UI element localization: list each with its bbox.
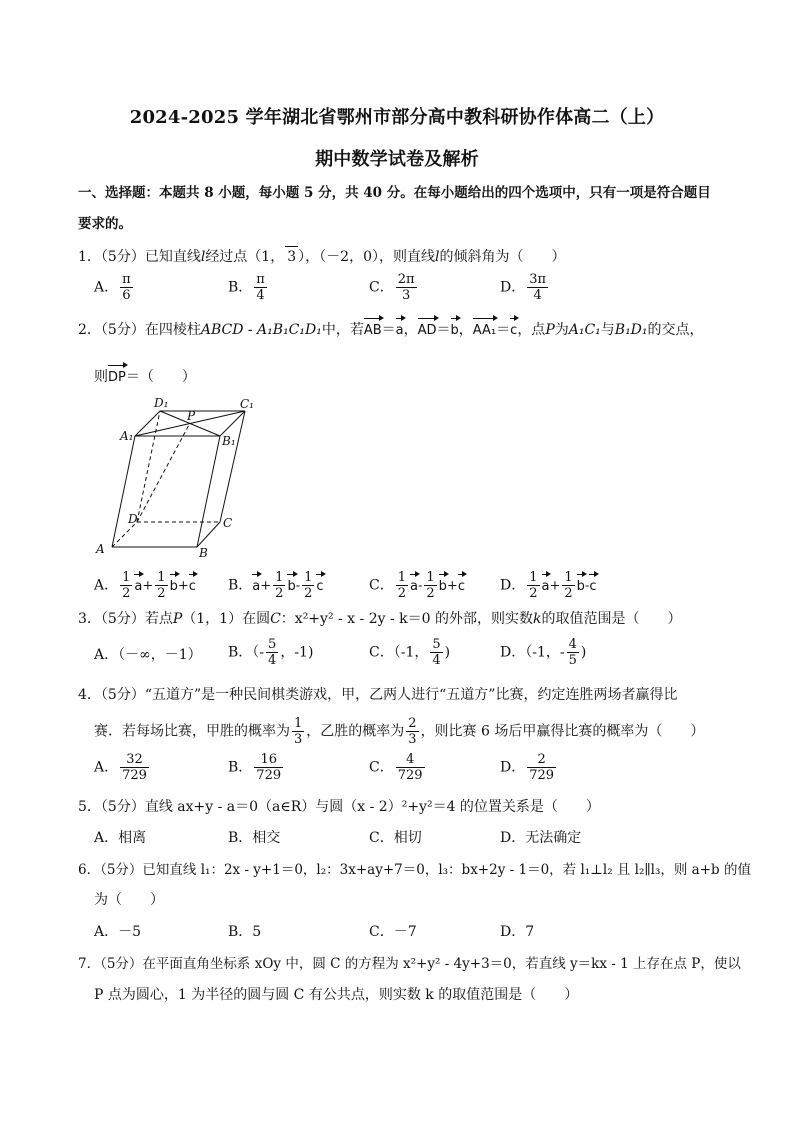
vector-c: c (589, 577, 596, 597)
vector-b: b (439, 577, 447, 597)
q6-option-b: B．5 (228, 924, 262, 940)
q1-option-c: C． $\frac{2\pi}{3}$ (369, 272, 415, 303)
label-a: A (96, 542, 105, 556)
sqrt-3: 3 (285, 246, 298, 267)
edge-dd1 (137, 411, 160, 522)
label-p: P (187, 409, 196, 423)
edge-bc (197, 522, 220, 547)
operator: + (260, 578, 272, 594)
q6-option-a: A．－5 (94, 924, 142, 940)
q3-option-d: D．（-1，- $\frac{4}{5}$ ) (500, 637, 587, 668)
q4-option-b: B． $\frac{16}{729}$ (228, 752, 282, 783)
operator: - (417, 578, 423, 594)
vector-a: a (134, 577, 142, 597)
question-7-stem-line1: 7．（5分）在平面直角坐标系 xOy 中，圆 C 的方程为 x²+y² - 4y+3＝0，若直线 y＝kx - 1 上存在点 P，使以 (78, 956, 741, 972)
q5-option-d: D．无法确定 (500, 830, 582, 846)
q4-option-d: D． $\frac{2}{729}$ (500, 752, 555, 783)
label-d: D (128, 512, 138, 526)
vector-a: a (542, 577, 550, 597)
vector-a: a (410, 577, 418, 597)
q6-option-d: D．7 (500, 924, 535, 940)
question-7-stem-line2: P 点为圆心，1 为半径的圆与圆 C 有公共点，则实数 k 的取值范围是（ ） (94, 987, 579, 1003)
q6-option-c: C．－7 (369, 924, 417, 940)
coefficient-fraction: $\frac{1}{2}$ (564, 570, 573, 601)
q2-option-a: A． $\frac{1}{2}$ a+ $\frac{1}{2}$ b+c (94, 570, 196, 601)
edge-c1c (220, 411, 245, 522)
coefficient-fraction: $\frac{1}{2}$ (426, 570, 435, 601)
vector-a: a (252, 577, 260, 597)
exam-title-line2: 期中数学试卷及解析 (315, 149, 479, 170)
label-a1: A₁ (120, 429, 134, 443)
label-b1: B₁ (222, 434, 236, 448)
operator: + (142, 578, 154, 594)
vector-c: c (189, 577, 196, 597)
question-6-stem-line1: 6．（5分）已知直线 l₁：2x - y+1＝0，l₂：3x+ay+7＝0，l₃：bx+2y - 1＝0，若 l₁⊥l₂ 且 l₂∥l₃，则 a+b 的值 (78, 862, 751, 878)
question-4-stem-line2: 赛．若每场比赛，甲胜的概率为 $\frac{1}{3}$ ，乙胜的概率为 $\frac{2}{3}$ ，则比赛 6 场后甲赢得比赛的概率为（ ） (94, 716, 705, 747)
q1-option-a: A． $\frac{\pi}{6}$ (94, 272, 131, 303)
section-heading-line1: 一、选择题：本题共 8 小题，每小题 5 分，共 40 分。在每小题给出的四个选项中，只有一项是符合题目 (78, 185, 711, 201)
question-1-stem: 1．（5分）已知直线l经过点（1， 3 ），（－2，0），则直线l的倾斜角为（ ） (78, 246, 565, 267)
question-2-stem-line2: 则DP＝（ ） (94, 367, 196, 388)
edge-a1d1 (135, 411, 160, 436)
q5-option-c: C．相切 (369, 830, 422, 846)
coefficient-fraction: $\frac{1}{2}$ (122, 570, 131, 601)
q3-option-a: A．（－∞，－1） (94, 647, 202, 663)
q4-option-a: A． $\frac{32}{729}$ (94, 752, 147, 783)
edge-a1a (112, 436, 135, 547)
coefficient-fraction: $\frac{1}{2}$ (397, 570, 406, 601)
label-c1: C₁ (240, 397, 254, 411)
segment-dp (137, 423, 190, 522)
operator: + (549, 578, 561, 594)
q3-option-b: B．（- $\frac{5}{4}$ ，-1) (228, 637, 314, 668)
vector-c: c (316, 577, 323, 597)
q2-option-c: C． $\frac{1}{2}$ a- $\frac{1}{2}$ b+c (369, 570, 465, 601)
operator: - (295, 578, 301, 594)
q4-option-c: C． $\frac{4}{729}$ (369, 752, 423, 783)
question-5-stem: 5．（5分）直线 ax+y - a＝0（a∈R）与圆（x - 2）²+y²＝4 的位置关系是（ ） (78, 799, 600, 815)
section-heading-line2: 要求的。 (78, 216, 132, 232)
label-d1: D₁ (154, 396, 169, 410)
coefficient-fraction: $\frac{1}{2}$ (157, 570, 166, 601)
label-c: C (223, 516, 233, 530)
q3-option-c: C．（-1， $\frac{5}{4}$ ) (369, 637, 451, 668)
q2-option-d: D． $\frac{1}{2}$ a+ $\frac{1}{2}$ b-c (500, 570, 597, 601)
q2-option-b: B．a+ $\frac{1}{2}$ b- $\frac{1}{2}$ c (228, 570, 324, 601)
operator: + (177, 578, 189, 594)
q5-option-a: A．相离 (94, 830, 147, 846)
vector-b: b (287, 577, 295, 597)
coefficient-fraction: $\frac{1}{2}$ (275, 570, 284, 601)
coefficient-fraction: $\frac{1}{2}$ (304, 570, 313, 601)
question-3-stem: 3．（5分）若点P（1，1）在圆C：x²+y² - x - 2y - k＝0 的外部，则实数k的取值范围是（ ） (78, 611, 682, 627)
q5-option-b: B．相交 (228, 830, 281, 846)
operator: + (446, 578, 458, 594)
exam-title-line1: 2024-2025 学年湖北省鄂州市部分高中教科研协作体高二（上） (129, 107, 665, 128)
edge-b1b (197, 436, 220, 547)
vector-c: c (458, 577, 465, 597)
prism-figure (90, 395, 270, 565)
vector-b: b (170, 577, 178, 597)
q1-option-b: B． $\frac{\pi}{4}$ (228, 272, 265, 303)
question-2-stem: 2．（5分）在四棱柱ABCD - A₁B₁C₁D₁中，若AB＝a，AD＝b，AA₁＝c，点P为A₁C₁与B₁D₁的交点， (78, 320, 704, 341)
coefficient-fraction: $\frac{1}{2}$ (529, 570, 538, 601)
question-4-stem-line1: 4．（5分）“五道方”是一种民间棋类游戏，甲，乙两人进行“五道方”比赛，约定连胜两场者赢得比 (78, 687, 678, 703)
edge-c1b1 (220, 411, 245, 436)
question-6-stem-line2: 为（ ） (94, 892, 164, 908)
vector-b: b (577, 577, 585, 597)
operator: - (584, 578, 590, 594)
q1-option-d: D． $\frac{3\pi}{4}$ (500, 272, 547, 303)
label-b: B (199, 546, 208, 560)
